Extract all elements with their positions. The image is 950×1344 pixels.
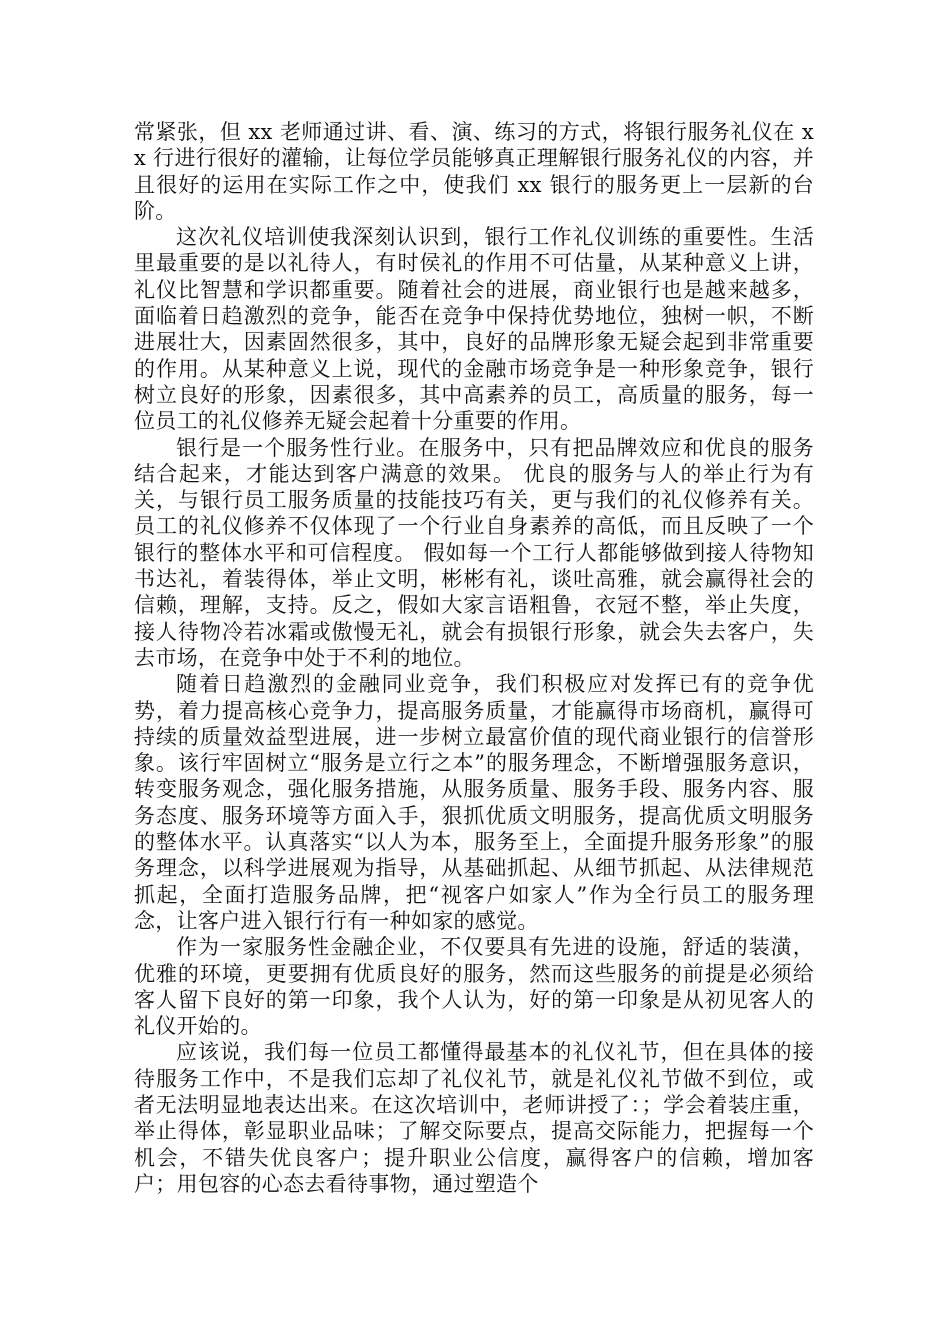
document-body <box>134 119 814 1197</box>
paragraph-4: 随着日趋激烈的金融同业竞争，我们积极应对发挥已有的竞争优势，着力提高核心竞争力，提高服务质量，才能赢得市场商机，赢得可持续的质量效益型进展，进一步树立最富价值的现代商业银行的信誉形象。该行牢固树立“服务是立行之本”的服务理念，不断增强服务意识，转变服务观念，强化服务措施，从服务质量、服务手段、服务内容、服务态度、服务环境等方面入手，狠抓优质文明服务，提高优质文明服务的整体水平。认真落实“以人为本，服务至上，全面提升服务形象”的服务理念，以科学进展观为指导，从基础抓起、从细节抓起、从法律规范抓起，全面打造服务品牌，把“视客户如家人”作为全行员工的服务理念，让客户进入银行行有一种如家的感觉。 <box>134 672 814 933</box>
paragraph-1: 常紧张，但 xx 老师通过讲、看、演、练习的方式，将银行服务礼仪在 xx 行进行很好的灌输，让每位学员能够真正理解银行服务礼仪的内容，并且很好的运用在实际工作之中，使我们 xx 银行的服务更上一层新的台阶。 <box>134 120 814 223</box>
paragraph-5: 作为一家服务性金融企业，不仅要具有先进的设施，舒适的装潢，优雅的环境，更要拥有优质良好的服务，然而这些服务的前提是必须给客人留下良好的第一印象，我个人认为，好的第一印象是从初见客人的礼仪开始的。 <box>134 935 814 1039</box>
paragraph-3: 银行是一个服务性行业。在服务中，只有把品牌效应和优良的服务结合起来，才能达到客户满意的效果。 优良的服务与人的举止行为有关，与银行员工服务质量的技能技巧有关，更与我们的礼仪修养有关。员工的礼仪修养不仅体现了一个行业自身素养的高低，而且反映了一个银行的整体水平和可信程度。 假如每一个工行人都能够做到接人待物知书达礼，着装得体，举止文明，彬彬有礼，谈吐高雅，就会赢得社会的信赖，理解，支持。反之，假如大家言语粗鲁，衣冠不整，举止失度，接人待物冷若冰霜或傲慢无礼，就会有损银行形象，就会失去客户，失去市场，在竞争中处于不利的地位。 <box>134 435 814 670</box>
paragraph-2: 这次礼仪培训使我深刻认识到，银行工作礼仪训练的重要性。生活里最重要的是以礼待人，有时侯礼的作用不可估量，从某种意义上讲，礼仪比智慧和学识都重要。随着社会的进展，商业银行也是越来越多，面临着日趋激烈的竞争，能否在竞争中保持优势地位，独树一帜，不断进展壮大，因素固然很多，其中，良好的品牌形象无疑会起到非常重要的作用。从某种意义上说，现代的金融市场竞争是一种形象竞争，银行树立良好的形象，因素很多，其中高素养的员工，高质量的服务，每一位员工的礼仪修养无疑会起着十分重要的作用。 <box>134 225 814 434</box>
paragraph-6: 应该说，我们每一位员工都懂得最基本的礼仪礼节，但在具体的接待服务工作中，不是我们忘却了礼仪礼节，就是礼仪礼节做不到位，或者无法明显地表达出来。在这次培训中，老师讲授了：；学会着装庄重，举止得体，彰显职业品味；了解交际要点，提高交际能力，把握每一个机会，不错失优良客户；提升职业公信度，赢得客户的信赖，增加客户；用包容的心态去看待事物，通过塑造个 <box>134 1040 814 1196</box>
